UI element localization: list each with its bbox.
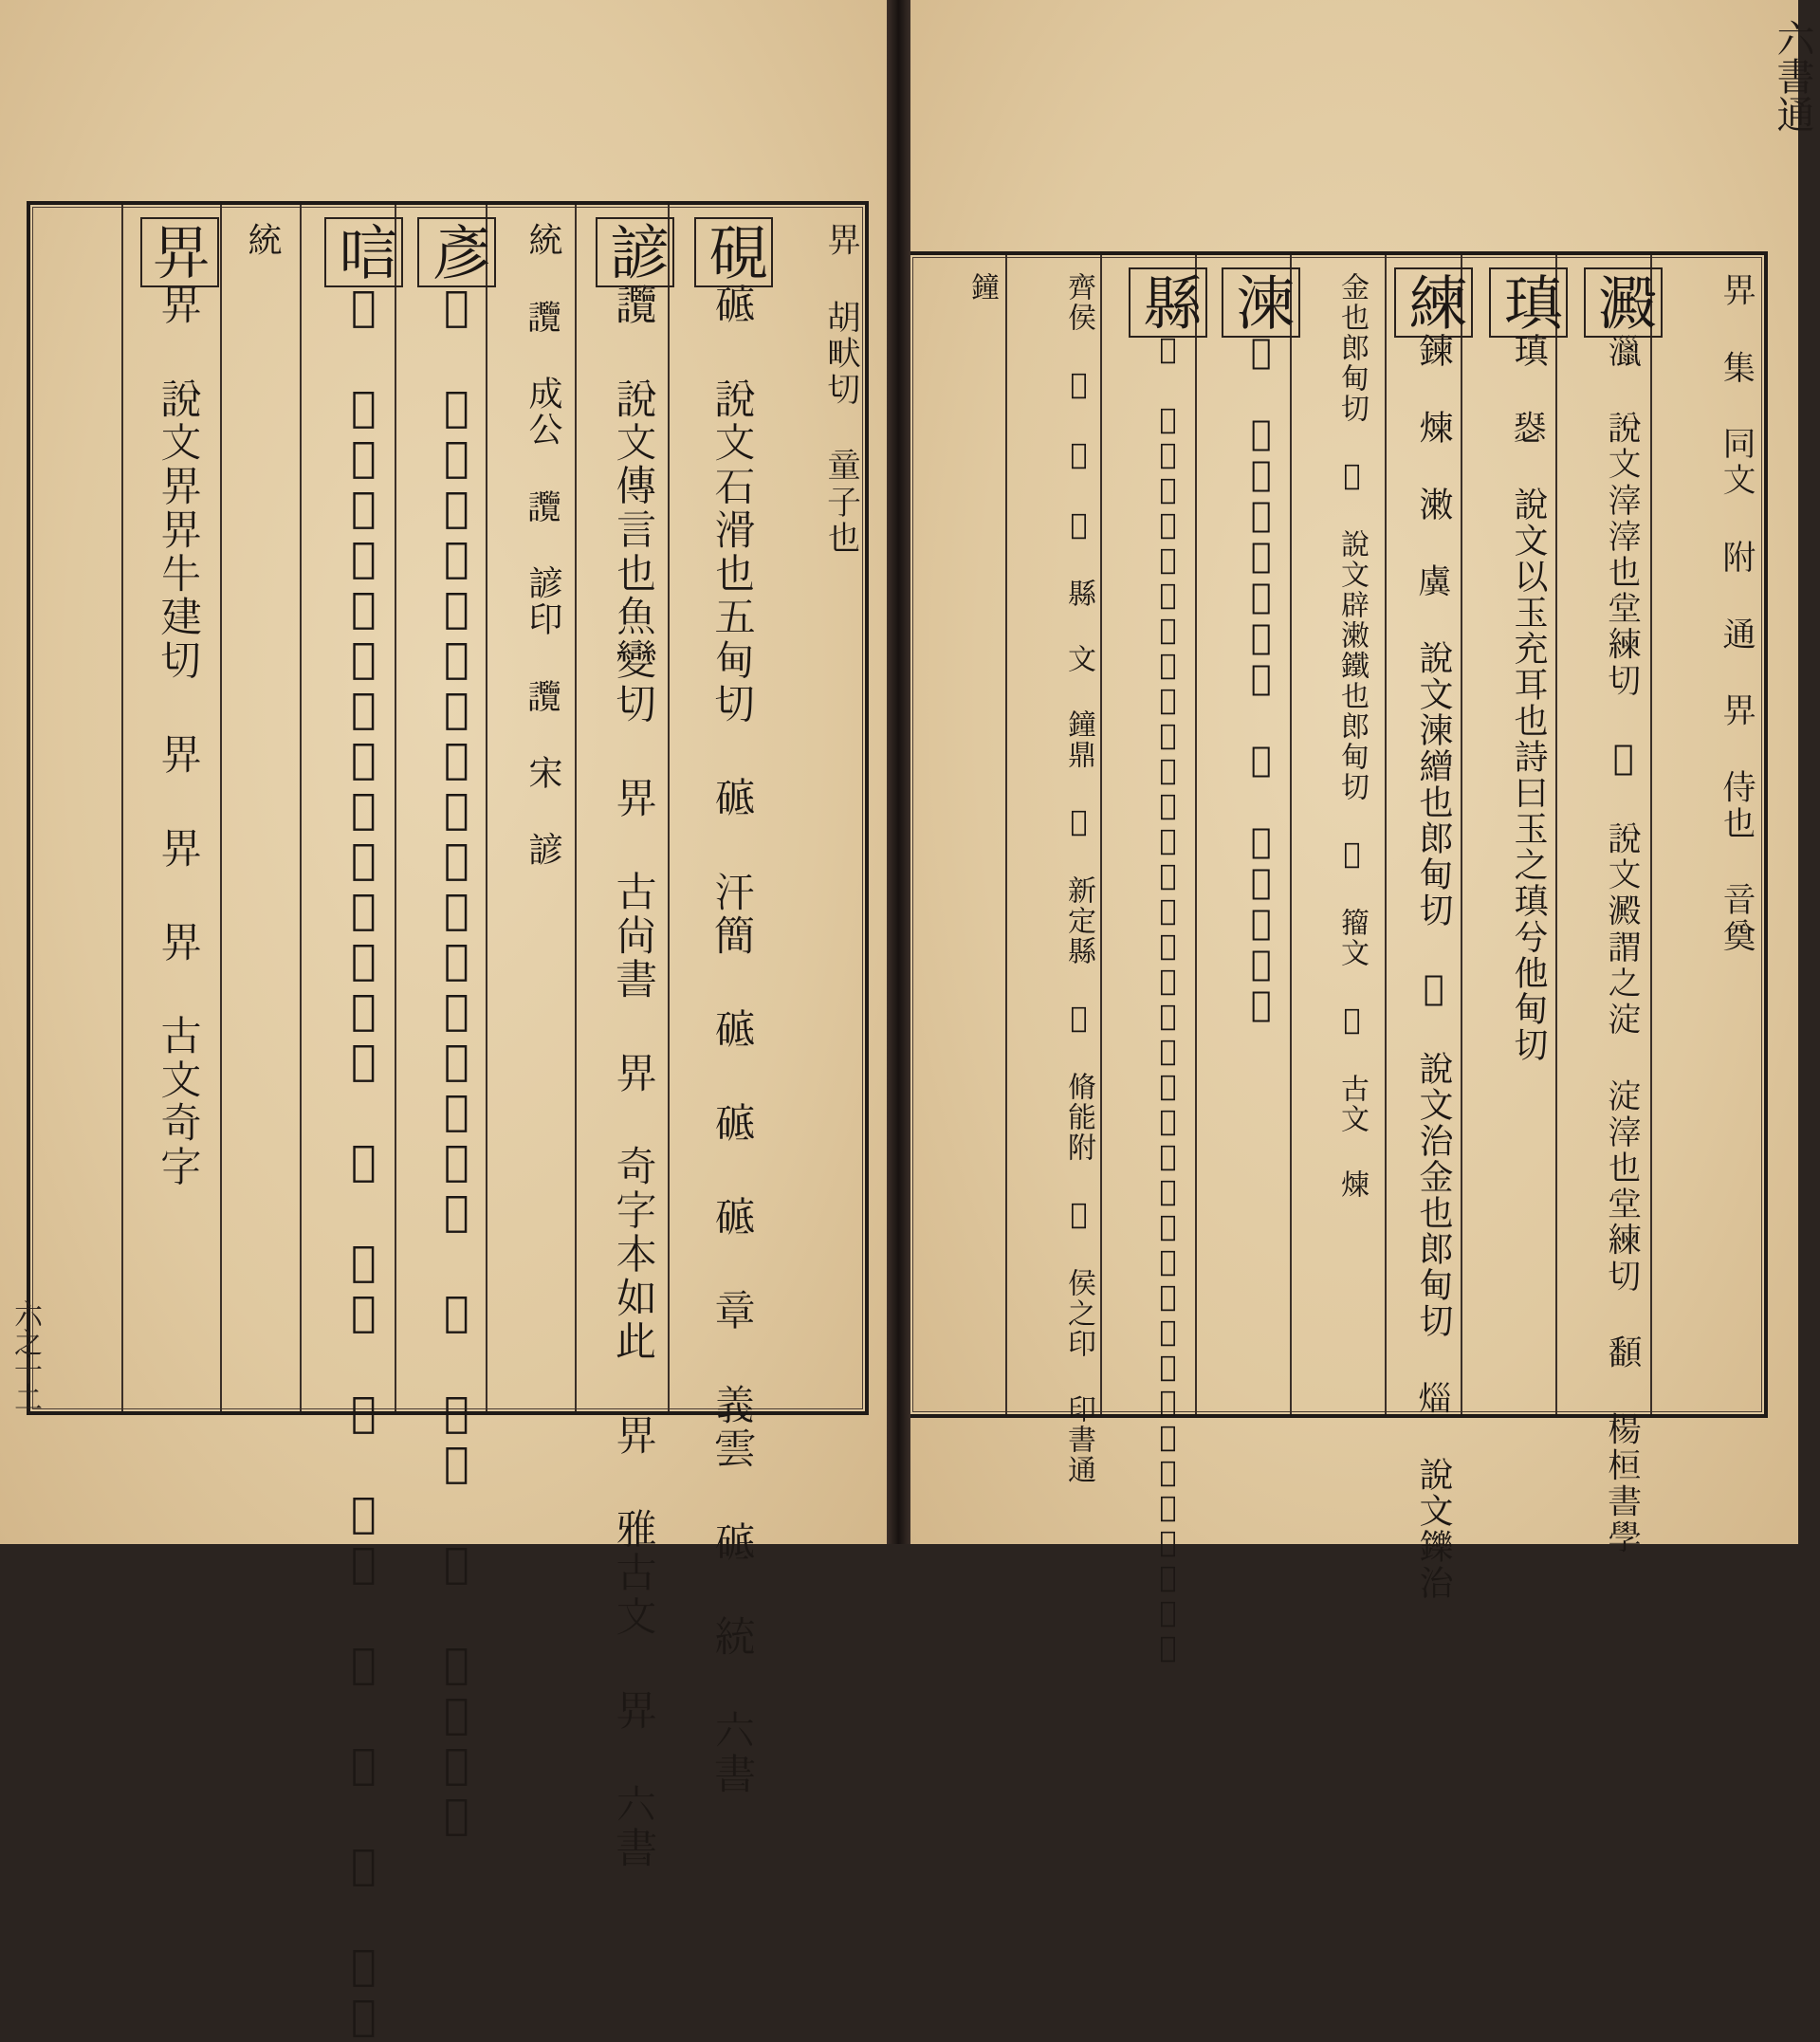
left-column-3	[600, 222, 670, 1869]
entry-head: 澱	[1589, 272, 1658, 333]
entry-head: 硯	[699, 222, 768, 283]
right-page	[910, 0, 1798, 1666]
right-column-2	[1589, 272, 1658, 1555]
column-rule	[300, 205, 302, 1411]
entry-body: 𧮤 說文傳言也魚變切 𢌿 古尚書 𢌿 奇字本如此 𢌿 雅古文 𢌿 六書	[611, 283, 659, 1869]
right-column-5: 金也郎甸切 𤁘 說文辟潄鐵也郎甸切 𨥯 籀文 𤇮 古文 煉	[1335, 272, 1369, 1200]
entry-body: 𠲐 說文弔生也詩曰歸唁衛侯魚變切 𠲐 籀文 𠲐 學書 𠲐 𠲐 𠲐 六書	[340, 283, 388, 2042]
column-rule	[220, 205, 222, 1411]
entry-head: 唁	[329, 222, 398, 283]
right-column-8: 齊侯 𨥯 𨐺 𨥯 縣 文 鐘鼎 𨐺 新定縣 𦃼 脩能附 𢌿 侯之印 印書通	[1062, 272, 1095, 1485]
column-rule	[121, 205, 123, 1411]
column-rule	[395, 205, 396, 1411]
entry-head: 湅	[1226, 272, 1296, 333]
left-column-1: 𢌿 胡畎切 童子也	[823, 222, 862, 556]
entry-head: 諺	[600, 222, 670, 283]
column-rule	[1385, 255, 1387, 1414]
right-column-9: 鐘	[965, 272, 999, 303]
entry-head: 𢌿	[145, 222, 214, 283]
entry-body: 𢒪 說文美士有文人所言也从彣厂聲魚變切 𢒪 樊彥 𢒪 脩能印書	[432, 283, 481, 1841]
entry-body: 𥓵 說文石滑也五甸切 𥓵 汗簡 𥓵 𥓵 𥓵 章 義雲 𥓵 統 六書	[709, 283, 758, 1795]
right-column-6	[1226, 272, 1296, 1026]
left-column-8	[145, 222, 214, 1188]
entry-head: 瑱	[1494, 272, 1563, 333]
right-column-4	[1399, 272, 1468, 1601]
left-column-7: 統	[243, 222, 282, 258]
right-frame	[910, 251, 1768, 1666]
entry-head: 縣	[1133, 272, 1203, 333]
entry-body: 𦃼 說文繫也臣鉉等曰此本是縣挂之縣借為州縣之縣今俗加心別作懸胡涓切〇又見平先	[1151, 333, 1185, 1666]
column-rule	[668, 205, 670, 1411]
entry-body: 瑱 𤨝 說文以玉充耳也詩曰玉之瑱兮他甸切	[1509, 333, 1548, 1063]
entry-body: 鍊 煉 潄 𧇽 說文湅繒也郎甸切 𨩵 說文治金也郎甸切 𤉣 說文鑠治	[1414, 333, 1453, 1601]
column-rule	[1290, 255, 1292, 1414]
left-frame	[27, 201, 869, 2042]
entry-body: 𢌿 說文𢌿𢌿牛建切 𢌿 𢌿 𢌿 古文奇字	[156, 283, 204, 1188]
left-column-4: 統 𧮤 成公 𧮤 諺印 𧮤 宋 諺	[524, 222, 562, 868]
book-spine	[887, 0, 910, 1544]
left-column-2	[699, 222, 768, 1795]
entry-head: 彥	[422, 222, 491, 283]
entry-head: 練	[1399, 272, 1468, 333]
left-column-6	[329, 222, 398, 2042]
column-rule	[575, 205, 577, 1411]
entry-body: 𤁯 說文滓滓也堂練切 𤃙 說文澱謂之淀 淀滓也堂練切 𩕏 楊桓書學	[1604, 333, 1643, 1555]
folio-number: 六之十二	[9, 1299, 42, 1413]
column-rule	[486, 205, 487, 1411]
column-rule	[1005, 255, 1007, 1414]
right-column-7	[1133, 272, 1203, 1666]
entry-body: 𣸨 說文瀹也郎甸切 𧇽 漢十二辰鏡	[1241, 333, 1280, 1026]
right-column-1: 𢌿 集 同文 附 通 𢌿 侍也 音奠	[1719, 272, 1757, 954]
column-rule	[1100, 255, 1102, 1414]
left-column-5	[422, 222, 491, 1841]
book-title: 六書通	[1771, 19, 1814, 133]
right-column-3	[1494, 272, 1563, 1063]
left-page	[0, 0, 887, 2042]
